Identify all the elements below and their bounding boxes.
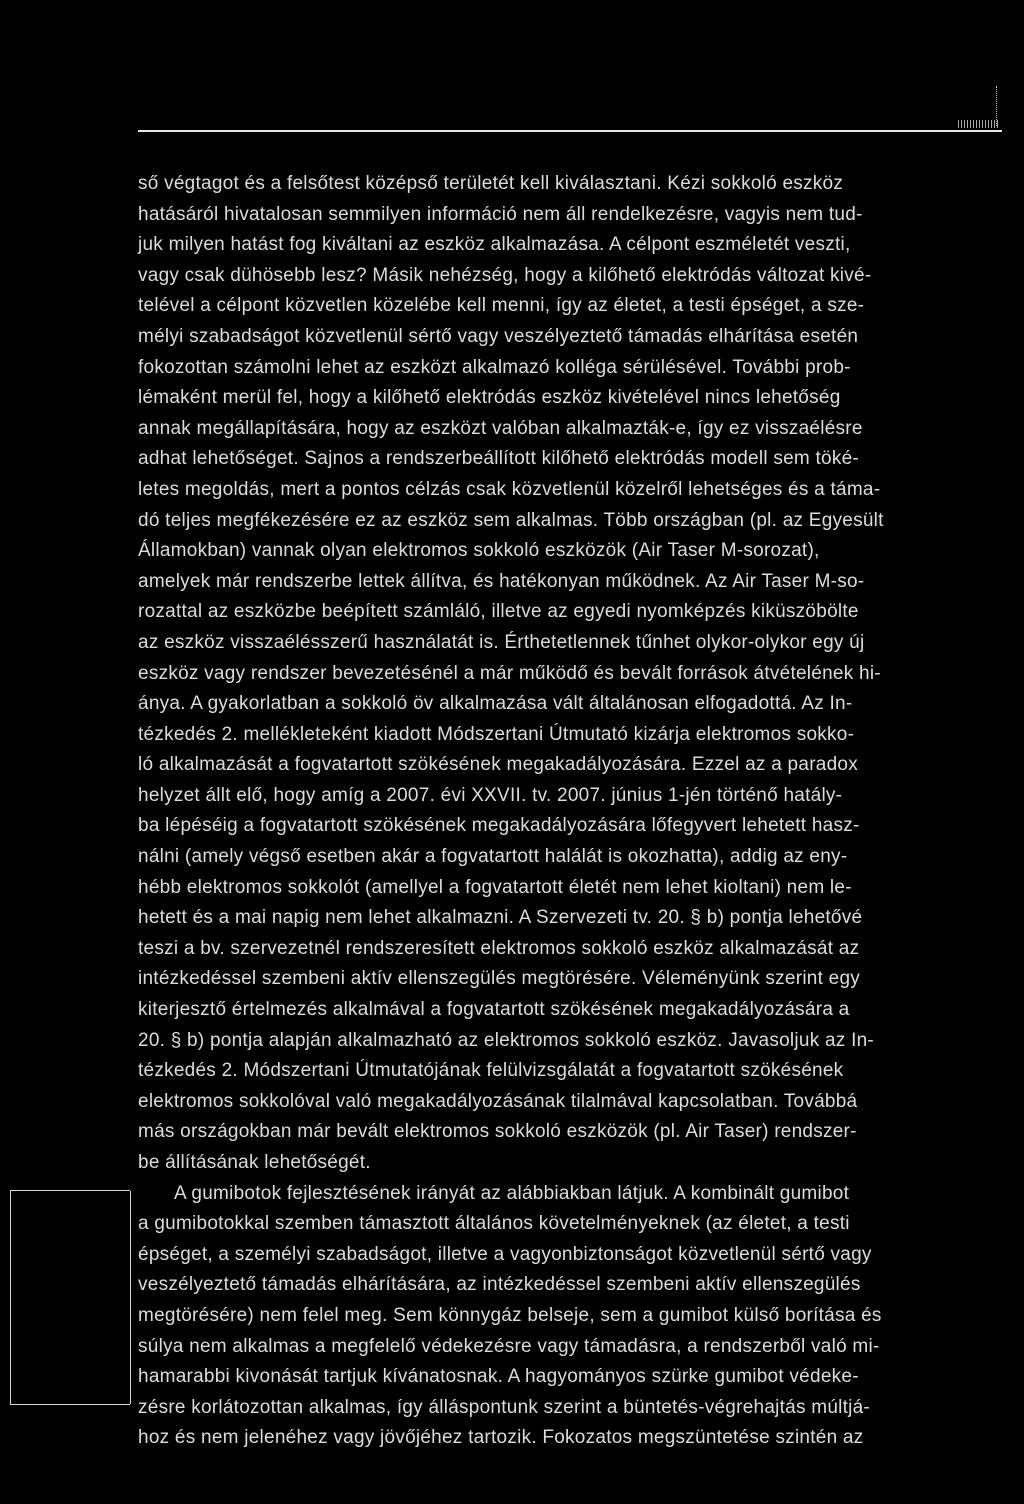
text-line: megtörésére) nem felel meg. Sem könnygáz belseje, sem a gumibot külső borítása és	[138, 1304, 882, 1326]
text-line: elektromos sokkolóval való megakadályozásának tilalmával kapcsolatban. Továbbá	[138, 1090, 858, 1112]
text-line: dó teljes megfékezésére ez az eszköz sem alkalmas. Több országban (pl. az Egyesült	[138, 509, 884, 531]
margin-box	[10, 1190, 130, 1405]
body-text	[138, 169, 1006, 1454]
text-line: be állításának lehetőségét.	[138, 1152, 371, 1173]
text-line: tézkedés 2. mellékleteként kiadott Módszertani Útmutató kizárja elektromos sokko-	[138, 723, 855, 745]
text-line: hetett és a mai napig nem lehet alkalmazni. A Szervezeti tv. 20. § b) pontja lehetővé	[138, 907, 863, 929]
text-line: hébb elektromos sokkolót (amellyel a fogvatartott életét nem lehet kioltani) nem le-	[138, 876, 852, 898]
text-line: juk milyen hatást fog kiváltani az eszköz alkalmazása. A célpont eszméletét veszti,	[138, 234, 851, 256]
text-line: zésre korlátozottan alkalmas, így álláspontunk szerint a büntetés-végrehajtás múltjá-	[138, 1396, 870, 1418]
text-line: teszi a bv. szervezetnél rendszeresített elektromos sokkoló eszköz alkalmazását az	[138, 937, 860, 959]
text-line: hatásáról hivatalosan semmilyen információ nem áll rendelkezésre, vagyis nem tud-	[138, 203, 863, 225]
text-line: ló alkalmazását a fogvatartott szökésének megakadályozására. Ezzel az a paradox	[138, 754, 858, 776]
text-line: más országokban már bevált elektromos sokkoló eszközök (pl. Air Taser) rendszer-	[138, 1121, 857, 1143]
text-line: intézkedéssel szembeni aktív ellenszegülés megtörésére. Véleményünk szerint egy	[138, 968, 861, 990]
text-line: az eszköz visszaélésszerű használatát is. Érthetetlennek tűnhet olykor-olykor egy új	[138, 631, 865, 653]
text-line: telével a célpont közvetlen közelébe kell menni, így az életet, a testi épséget, a sze-	[138, 295, 865, 317]
text-line: adhat lehetőséget. Sajnos a rendszerbeállított kilőhető elektródás modell sem töké-	[138, 448, 859, 470]
text-line: ba lépéséig a fogvatartott szökésének megakadályozására lőfegyvert lehetett hasz-	[138, 815, 860, 837]
text-line: nálni (amely végső esetben akár a fogvatartott halálát is okozhatta), addig az eny-	[138, 846, 848, 868]
text-line: kiterjesztő értelmezés alkalmával a fogvatartott szökésének megakadályozására a	[138, 999, 850, 1021]
text-line: épséget, a személyi szabadságot, illetve a vagyonbiztonságot közvetlenül sértő vagy	[138, 1243, 872, 1265]
text-line: amelyek már rendszerbe lettek állítva, és hatékonyan működnek. Az Air Taser M-so-	[138, 570, 865, 592]
text-line: tézkedés 2. Módszertani Útmutatójának felülvizsgálatát a fogvatartott szökésének	[138, 1060, 844, 1082]
text-line: annak megállapítására, hogy az eszközt valóban alkalmazták-e, így ez visszaélésre	[138, 417, 863, 439]
text-line: súlya nem alkalmas a megfelelő védekezésre vagy támadásra, a rendszerből való mi-	[138, 1335, 880, 1357]
text-line: vagy csak dühösebb lesz? Másik nehézség, hogy a kilőhető elektródás változat kivé-	[138, 264, 872, 286]
text-line: ső végtagot és a felsőtest középső területét kell kiválasztani. Kézi sokkoló eszköz	[138, 173, 844, 194]
text-line: lémaként merül fel, hogy a kilőhető elektródás eszköz kivételével nincs lehetőség	[138, 387, 841, 409]
text-line: helyzet állt elő, hogy amíg a 2007. évi XXVII. tv. 2007. június 1-jén történő hatály-	[138, 784, 843, 806]
text-line: eszköz vagy rendszer bevezetésénél a már működő és bevált források átvételének hi-	[138, 662, 881, 684]
text-line: mélyi szabadságot közvetlenül sértő vagy veszélyeztető támadás elhárítása esetén	[138, 325, 859, 347]
margin-box-inner	[11, 1191, 131, 1404]
text-line: 20. § b) pontja alapján alkalmazható az elektromos sokkoló eszköz. Javasoljuk az In-	[138, 1029, 874, 1051]
text-line: a gumibotokkal szemben támasztott általános követelményeknek (az életet, a testi	[138, 1213, 850, 1235]
text-line: letes megoldás, mert a pontos célzás csak közvetlenül közelről lehetséges és a táma-	[138, 478, 881, 500]
text-line: hamarabbi kivonását tartjuk kívánatosnak. A hagyományos szürke gumibot védeke-	[138, 1366, 859, 1388]
text-line: veszélyeztető támadás elhárítására, az intézkedéssel szembeni aktív ellenszegülés	[138, 1274, 861, 1296]
text-line: fokozottan számolni lehet az eszközt alkalmazó kolléga sérülésével. További prob-	[138, 356, 851, 378]
scan-corner-texture	[958, 120, 1000, 128]
text-line: Államokban) vannak olyan elektromos sokkoló eszközök (Air Taser M-sorozat),	[138, 540, 820, 562]
paragraph-start-line: A gumibotok fejlesztésének irányát az alábbiakban látjuk. A kombinált gumibot	[174, 1182, 850, 1204]
text-line: hoz és nem jelenéhez vagy jövőjéhez tartozik. Fokozatos megszüntetése szintén az	[138, 1427, 864, 1449]
text-line: rozattal az eszközbe beépített számláló, illetve az egyedi nyomképzés kiküszöbölte	[138, 601, 859, 623]
text-line: ánya. A gyakorlatban a sokkoló öv alkalmazása vált általánosan elfogadottá. Az In-	[138, 693, 853, 715]
header-rule	[138, 130, 1002, 132]
